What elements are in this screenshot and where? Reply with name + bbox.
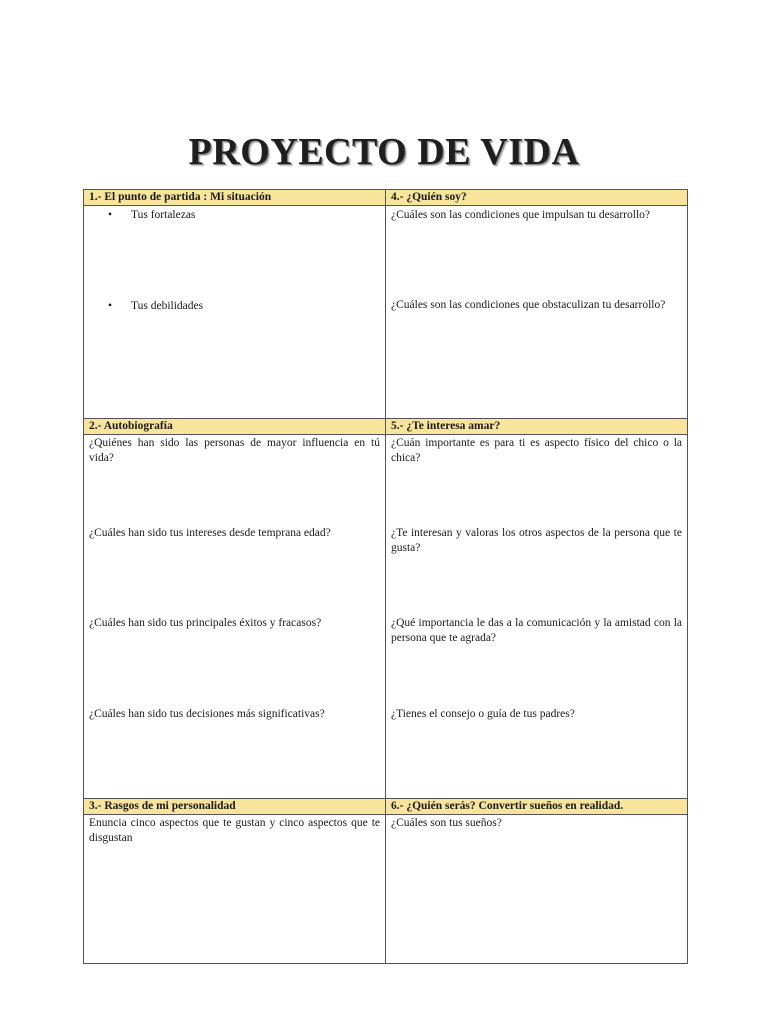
section-quien-seras [386, 799, 687, 963]
section-heading: 3.- Rasgos de mi personalidad [84, 799, 385, 815]
question-text: ¿Te interesan y valoras los otros aspectos de la persona que te gusta? [391, 527, 682, 554]
question-text: ¿Tienes el consejo o guía de tus padres? [391, 708, 575, 720]
section-heading: 1.- El punto de partida : Mi situación [84, 190, 385, 206]
section-heading: 6.- ¿Quién serás? Convertir sueños en realidad. [386, 799, 687, 815]
section-heading: 2.- Autobiografía [84, 419, 385, 435]
question-text: Enuncia cinco aspectos que te gustan y cinco aspectos que te disgustan [89, 817, 380, 844]
project-table [83, 189, 688, 964]
section-te-interesa-amar [386, 419, 687, 799]
question-text: ¿Cuáles son tus sueños? [391, 817, 502, 829]
section-heading: 4.- ¿Quién soy? [386, 190, 687, 206]
section-rasgos-personalidad [84, 799, 386, 963]
page-title: PROYECTO DE VIDA [188, 131, 580, 173]
question-text: ¿Cuán importante es para ti es aspecto físico del chico o la chica? [391, 437, 682, 464]
list-item: • Tus debilidades [108, 299, 203, 314]
question-text: ¿Quiénes han sido las personas de mayor influencia en tú vida? [89, 437, 380, 464]
section-mi-situacion [84, 190, 386, 419]
question-text: ¿Cuáles son las condiciones que impulsan tu desarrollo? [391, 209, 651, 221]
question-text: ¿Cuáles han sido tus intereses desde temprana edad? [89, 527, 331, 539]
list-item: • Tus fortalezas [108, 208, 195, 223]
question-text: ¿Cuáles son las condiciones que obstaculizan tu desarrollo? [391, 299, 666, 311]
section-heading: 5.- ¿Te interesa amar? [386, 419, 687, 435]
section-quien-soy [386, 190, 687, 419]
section-autobiografia [84, 419, 386, 799]
question-text: ¿Qué importancia le das a la comunicación y la amistad con la persona que te agrada? [391, 617, 682, 644]
question-text: ¿Cuáles han sido tus decisiones más significativas? [89, 708, 325, 720]
question-text: ¿Cuáles han sido tus principales éxitos y fracasos? [89, 617, 322, 629]
